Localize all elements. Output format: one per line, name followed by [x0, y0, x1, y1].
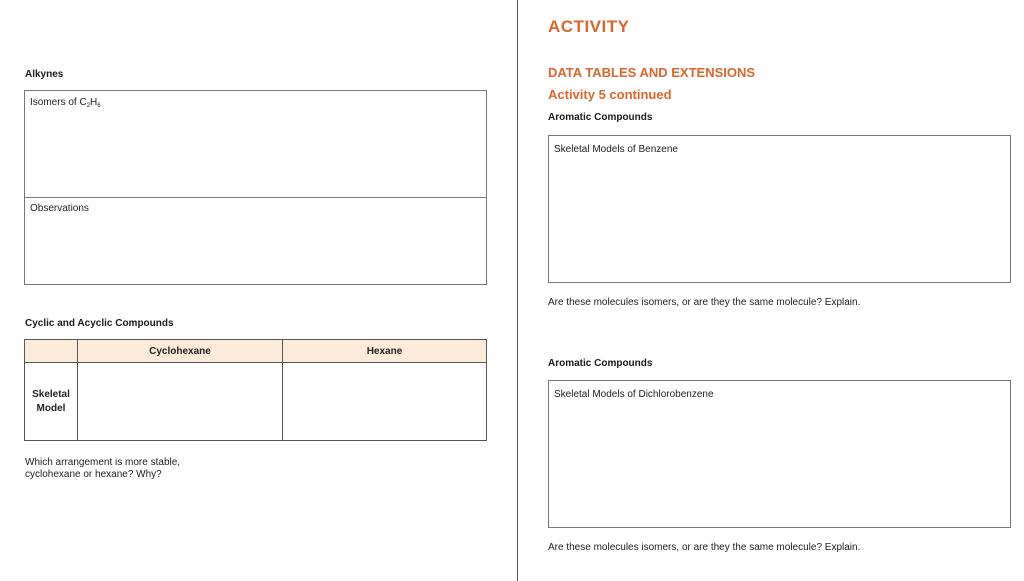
aromatic-heading-2: Aromatic Compounds: [548, 358, 653, 369]
benzene-box-label: Skeletal Models of Benzene: [554, 144, 678, 155]
isomer-question-1: Are these molecules isomers, or are they the same molecule? Explain.: [548, 297, 861, 308]
dichlorobenzene-box[interactable]: [548, 380, 1011, 528]
page-divider: [517, 0, 518, 581]
cyclohexane-model-cell[interactable]: [78, 363, 283, 441]
dichlorobenzene-box-label: Skeletal Models of Dichlorobenzene: [554, 389, 714, 400]
table-header-row: [25, 340, 487, 363]
activity-top-title: ACTIVITY: [548, 17, 630, 32]
stability-question-line2: cyclohexane or hexane? Why?: [25, 469, 162, 480]
alkynes-box: [24, 90, 487, 285]
cyclic-acyclic-heading: Cyclic and Acyclic Compounds: [25, 318, 174, 329]
table-corner-cell: [25, 340, 78, 363]
stability-question: [25, 457, 180, 481]
hexane-model-cell[interactable]: [283, 363, 487, 441]
box-separator: [25, 197, 486, 198]
table-row-header: [25, 363, 78, 441]
table-header-cyclohexane: Cyclohexane: [78, 340, 283, 363]
comparison-table: [24, 339, 487, 441]
alkynes-heading: Alkynes: [25, 69, 64, 80]
activity-title: Activity 5 continued: [548, 87, 672, 102]
aromatic-heading-1: Aromatic Compounds: [548, 112, 653, 123]
table-header-hexane: Hexane: [283, 340, 487, 363]
row-header-line1: Skeletal: [32, 388, 70, 400]
benzene-box[interactable]: [548, 135, 1011, 283]
row-header-line2: Model: [36, 402, 66, 414]
isomer-question-2: Are these molecules isomers, or are they the same molecule? Explain.: [548, 542, 861, 553]
observations-label: Observations: [30, 203, 89, 214]
isomers-label: Isomers of $C_2H_6$: [30, 97, 101, 109]
stability-question-line1: Which arrangement is more stable,: [25, 457, 181, 468]
section-title: DATA TABLES AND EXTENSIONS: [548, 65, 756, 80]
table-row: [25, 363, 487, 441]
